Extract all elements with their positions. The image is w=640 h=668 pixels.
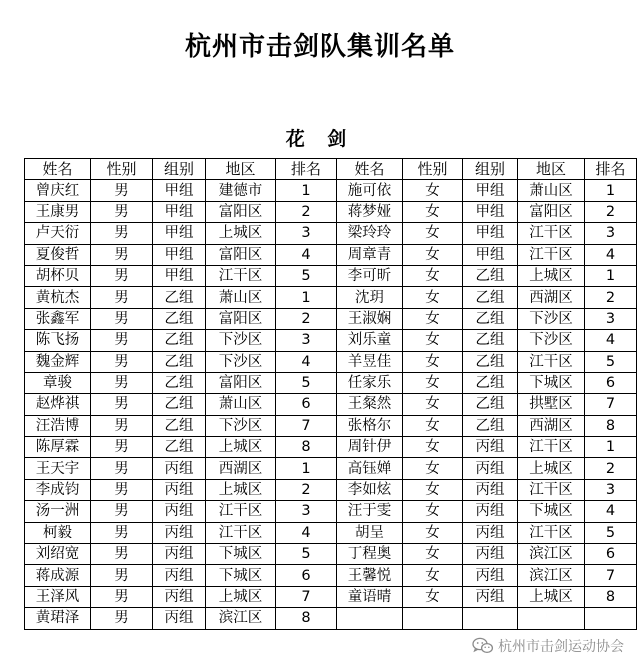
left-gender-cell: 男 — [91, 415, 153, 436]
column-header: 组别 — [463, 159, 518, 180]
left-rank-cell: 5 — [276, 265, 337, 286]
right-district-cell: 江干区 — [518, 437, 585, 458]
left-name-cell: 黄珺泽 — [25, 608, 91, 629]
left-district-cell: 西湖区 — [206, 458, 276, 479]
right-name-cell: 王粲然 — [337, 394, 403, 415]
left-rank-cell: 4 — [276, 522, 337, 543]
right-district-cell: 上城区 — [518, 458, 585, 479]
table-row — [25, 458, 637, 479]
right-district-cell: 滨江区 — [518, 544, 585, 565]
left-rank-cell: 6 — [276, 394, 337, 415]
left-gender-cell: 男 — [91, 351, 153, 372]
right-group-cell: 乙组 — [463, 372, 518, 393]
table-row — [25, 351, 637, 372]
right-name-cell: 任家乐 — [337, 372, 403, 393]
right-rank-cell: 5 — [585, 351, 637, 372]
right-name-cell: 刘乐童 — [337, 330, 403, 351]
watermark-text: 杭州市击剑运动协会 — [498, 639, 624, 655]
left-group-cell: 乙组 — [153, 308, 206, 329]
left-gender-cell: 男 — [91, 522, 153, 543]
right-district-cell: 江干区 — [518, 479, 585, 500]
left-name-cell: 卢天衍 — [25, 223, 91, 244]
right-name-cell: 梁玲玲 — [337, 223, 403, 244]
left-rank-cell: 7 — [276, 586, 337, 607]
left-gender-cell: 男 — [91, 544, 153, 565]
left-gender-cell: 男 — [91, 330, 153, 351]
right-name-cell: 王淑娴 — [337, 308, 403, 329]
right-district-cell: 拱墅区 — [518, 394, 585, 415]
left-group-cell: 丙组 — [153, 479, 206, 500]
left-district-cell: 下沙区 — [206, 351, 276, 372]
right-name-cell: 张格尔 — [337, 415, 403, 436]
left-group-cell: 甲组 — [153, 180, 206, 201]
table-row — [25, 265, 637, 286]
right-group-cell: 甲组 — [463, 244, 518, 265]
left-district-cell: 下城区 — [206, 544, 276, 565]
table-row — [25, 180, 637, 201]
left-name-cell: 赵烨祺 — [25, 394, 91, 415]
left-rank-cell: 8 — [276, 437, 337, 458]
right-gender-cell: 女 — [403, 415, 463, 436]
right-group-cell: 丙组 — [463, 565, 518, 586]
table-row — [25, 437, 637, 458]
left-gender-cell: 男 — [91, 565, 153, 586]
left-rank-cell: 1 — [276, 458, 337, 479]
left-name-cell: 汤一洲 — [25, 501, 91, 522]
right-rank-cell: 3 — [585, 308, 637, 329]
left-group-cell: 乙组 — [153, 437, 206, 458]
right-rank-cell: 7 — [585, 394, 637, 415]
table-row — [25, 201, 637, 222]
right-name-cell: 蒋梦娅 — [337, 201, 403, 222]
right-district-cell: 江干区 — [518, 223, 585, 244]
left-district-cell: 富阳区 — [206, 372, 276, 393]
right-name-cell: 丁程奥 — [337, 544, 403, 565]
left-district-cell: 富阳区 — [206, 201, 276, 222]
left-group-cell: 乙组 — [153, 415, 206, 436]
left-gender-cell: 男 — [91, 180, 153, 201]
right-rank-cell: 1 — [585, 265, 637, 286]
right-gender-cell: 女 — [403, 351, 463, 372]
left-rank-cell: 5 — [276, 372, 337, 393]
right-name-cell: 沈玥 — [337, 287, 403, 308]
page-title: 杭州市击剑队集训名单 — [184, 32, 455, 62]
right-district-cell: 江干区 — [518, 351, 585, 372]
right-gender-cell: 女 — [403, 330, 463, 351]
left-name-cell: 张鑫军 — [25, 308, 91, 329]
left-group-cell: 乙组 — [153, 394, 206, 415]
left-rank-cell: 2 — [276, 308, 337, 329]
table-row — [25, 372, 637, 393]
left-group-cell: 乙组 — [153, 330, 206, 351]
right-name-cell: 周章青 — [337, 244, 403, 265]
left-group-cell: 丙组 — [153, 501, 206, 522]
left-name-cell: 王天宇 — [25, 458, 91, 479]
left-district-cell: 萧山区 — [206, 394, 276, 415]
right-name-cell: 童语晴 — [337, 586, 403, 607]
left-group-cell: 甲组 — [153, 223, 206, 244]
left-district-cell: 江干区 — [206, 522, 276, 543]
right-group-cell: 丙组 — [463, 544, 518, 565]
right-rank-cell: 5 — [585, 522, 637, 543]
right-name-cell: 李如炫 — [337, 479, 403, 500]
left-name-cell: 陈厚霖 — [25, 437, 91, 458]
left-gender-cell: 男 — [91, 244, 153, 265]
watermark — [472, 636, 624, 656]
left-name-cell: 魏金辉 — [25, 351, 91, 372]
right-gender-cell: 女 — [403, 372, 463, 393]
left-gender-cell: 男 — [91, 608, 153, 629]
right-rank-cell: 8 — [585, 586, 637, 607]
table-row — [25, 415, 637, 436]
right-name-cell: 李可昕 — [337, 265, 403, 286]
right-rank-cell: 6 — [585, 372, 637, 393]
left-rank-cell: 1 — [276, 180, 337, 201]
left-name-cell: 李成钧 — [25, 479, 91, 500]
left-rank-cell: 2 — [276, 479, 337, 500]
section-title: 花 剑 — [285, 128, 355, 150]
left-group-cell: 乙组 — [153, 351, 206, 372]
right-group-cell: 甲组 — [463, 223, 518, 244]
left-group-cell: 甲组 — [153, 265, 206, 286]
left-rank-cell: 5 — [276, 544, 337, 565]
right-gender-cell: 女 — [403, 265, 463, 286]
right-group-cell: 乙组 — [463, 330, 518, 351]
left-rank-cell: 2 — [276, 201, 337, 222]
left-district-cell: 下沙区 — [206, 415, 276, 436]
wechat-icon — [472, 637, 494, 655]
right-gender-cell — [403, 608, 463, 629]
left-gender-cell: 男 — [91, 308, 153, 329]
table-row — [25, 608, 637, 629]
right-rank-cell: 3 — [585, 479, 637, 500]
right-rank-cell: 7 — [585, 565, 637, 586]
left-district-cell: 富阳区 — [206, 244, 276, 265]
left-group-cell: 甲组 — [153, 244, 206, 265]
left-name-cell: 蒋成源 — [25, 565, 91, 586]
left-gender-cell: 男 — [91, 201, 153, 222]
right-gender-cell: 女 — [403, 479, 463, 500]
right-gender-cell: 女 — [403, 565, 463, 586]
right-rank-cell: 6 — [585, 544, 637, 565]
left-gender-cell: 男 — [91, 479, 153, 500]
left-rank-cell: 3 — [276, 501, 337, 522]
left-district-cell: 滨江区 — [206, 608, 276, 629]
left-gender-cell: 男 — [91, 586, 153, 607]
left-rank-cell: 8 — [276, 608, 337, 629]
left-rank-cell: 4 — [276, 244, 337, 265]
left-district-cell: 江干区 — [206, 265, 276, 286]
left-gender-cell: 男 — [91, 287, 153, 308]
left-rank-cell: 6 — [276, 565, 337, 586]
right-district-cell: 富阳区 — [518, 201, 585, 222]
right-rank-cell: 4 — [585, 244, 637, 265]
left-group-cell: 丙组 — [153, 586, 206, 607]
right-gender-cell: 女 — [403, 308, 463, 329]
left-rank-cell: 3 — [276, 223, 337, 244]
right-district-cell: 上城区 — [518, 265, 585, 286]
left-rank-cell: 4 — [276, 351, 337, 372]
column-header: 姓名 — [337, 159, 403, 180]
right-name-cell: 王馨悦 — [337, 565, 403, 586]
left-district-cell: 下沙区 — [206, 330, 276, 351]
right-gender-cell: 女 — [403, 544, 463, 565]
right-district-cell: 下城区 — [518, 372, 585, 393]
right-rank-cell — [585, 608, 637, 629]
right-rank-cell: 1 — [585, 437, 637, 458]
right-group-cell: 甲组 — [463, 201, 518, 222]
left-name-cell: 王泽风 — [25, 586, 91, 607]
right-gender-cell: 女 — [403, 501, 463, 522]
column-header: 地区 — [206, 159, 276, 180]
right-gender-cell: 女 — [403, 180, 463, 201]
right-name-cell: 周针伊 — [337, 437, 403, 458]
right-group-cell: 乙组 — [463, 265, 518, 286]
right-gender-cell: 女 — [403, 394, 463, 415]
column-header: 地区 — [518, 159, 585, 180]
left-group-cell: 丙组 — [153, 522, 206, 543]
table-row — [25, 244, 637, 265]
left-gender-cell: 男 — [91, 458, 153, 479]
table-row — [25, 394, 637, 415]
right-gender-cell: 女 — [403, 244, 463, 265]
right-rank-cell: 1 — [585, 180, 637, 201]
right-group-cell: 乙组 — [463, 287, 518, 308]
right-name-cell: 汪于雯 — [337, 501, 403, 522]
right-district-cell: 萧山区 — [518, 180, 585, 201]
left-name-cell: 王康男 — [25, 201, 91, 222]
left-group-cell: 丙组 — [153, 608, 206, 629]
left-district-cell: 萧山区 — [206, 287, 276, 308]
left-name-cell: 刘绍宽 — [25, 544, 91, 565]
column-header: 性别 — [403, 159, 463, 180]
table-header-row — [25, 159, 637, 180]
right-rank-cell: 3 — [585, 223, 637, 244]
table-row — [25, 287, 637, 308]
right-district-cell: 滨江区 — [518, 565, 585, 586]
table-row — [25, 223, 637, 244]
table-row — [25, 501, 637, 522]
table-row — [25, 330, 637, 351]
right-group-cell: 甲组 — [463, 180, 518, 201]
right-group-cell: 丙组 — [463, 501, 518, 522]
right-group-cell: 乙组 — [463, 394, 518, 415]
table-row — [25, 479, 637, 500]
left-name-cell: 柯毅 — [25, 522, 91, 543]
right-rank-cell: 2 — [585, 287, 637, 308]
right-district-cell: 江干区 — [518, 244, 585, 265]
right-gender-cell: 女 — [403, 437, 463, 458]
right-gender-cell: 女 — [403, 586, 463, 607]
left-rank-cell: 7 — [276, 415, 337, 436]
left-name-cell: 陈飞扬 — [25, 330, 91, 351]
left-district-cell: 上城区 — [206, 223, 276, 244]
right-rank-cell: 2 — [585, 458, 637, 479]
left-name-cell: 黄杭杰 — [25, 287, 91, 308]
right-group-cell: 乙组 — [463, 351, 518, 372]
right-district-cell: 西湖区 — [518, 415, 585, 436]
left-name-cell: 曾庆红 — [25, 180, 91, 201]
right-group-cell: 乙组 — [463, 415, 518, 436]
right-name-cell: 羊昱佳 — [337, 351, 403, 372]
left-name-cell: 章骏 — [25, 372, 91, 393]
table-row — [25, 586, 637, 607]
column-header: 排名 — [585, 159, 637, 180]
roster-table — [24, 158, 637, 630]
left-name-cell: 汪浩博 — [25, 415, 91, 436]
right-rank-cell: 4 — [585, 330, 637, 351]
left-district-cell: 富阳区 — [206, 308, 276, 329]
left-gender-cell: 男 — [91, 372, 153, 393]
column-header: 排名 — [276, 159, 337, 180]
right-district-cell: 下城区 — [518, 501, 585, 522]
left-name-cell: 夏俊哲 — [25, 244, 91, 265]
right-district-cell — [518, 608, 585, 629]
left-gender-cell: 男 — [91, 223, 153, 244]
right-rank-cell: 8 — [585, 415, 637, 436]
right-group-cell: 丙组 — [463, 458, 518, 479]
right-gender-cell: 女 — [403, 287, 463, 308]
right-name-cell — [337, 608, 403, 629]
right-name-cell: 胡呈 — [337, 522, 403, 543]
left-rank-cell: 3 — [276, 330, 337, 351]
left-district-cell: 上城区 — [206, 437, 276, 458]
left-group-cell: 丙组 — [153, 544, 206, 565]
left-district-cell: 下城区 — [206, 565, 276, 586]
table-row — [25, 544, 637, 565]
right-group-cell — [463, 608, 518, 629]
right-group-cell: 丙组 — [463, 522, 518, 543]
right-group-cell: 丙组 — [463, 437, 518, 458]
right-group-cell: 丙组 — [463, 586, 518, 607]
right-district-cell: 西湖区 — [518, 287, 585, 308]
left-group-cell: 甲组 — [153, 201, 206, 222]
left-district-cell: 上城区 — [206, 586, 276, 607]
right-district-cell: 江干区 — [518, 522, 585, 543]
left-rank-cell: 1 — [276, 287, 337, 308]
left-name-cell: 胡杯贝 — [25, 265, 91, 286]
right-gender-cell: 女 — [403, 458, 463, 479]
table-row — [25, 522, 637, 543]
table-row — [25, 565, 637, 586]
left-group-cell: 乙组 — [153, 372, 206, 393]
right-group-cell: 丙组 — [463, 479, 518, 500]
right-gender-cell: 女 — [403, 223, 463, 244]
right-district-cell: 下沙区 — [518, 308, 585, 329]
right-name-cell: 高钰婵 — [337, 458, 403, 479]
left-gender-cell: 男 — [91, 501, 153, 522]
right-rank-cell: 2 — [585, 201, 637, 222]
right-district-cell: 下沙区 — [518, 330, 585, 351]
column-header: 姓名 — [25, 159, 91, 180]
table-row — [25, 308, 637, 329]
left-district-cell: 上城区 — [206, 479, 276, 500]
left-district-cell: 建德市 — [206, 180, 276, 201]
table-body — [25, 180, 637, 629]
left-group-cell: 丙组 — [153, 458, 206, 479]
right-district-cell: 上城区 — [518, 586, 585, 607]
right-name-cell: 施可依 — [337, 180, 403, 201]
column-header: 性别 — [91, 159, 153, 180]
column-header: 组别 — [153, 159, 206, 180]
right-gender-cell: 女 — [403, 201, 463, 222]
right-rank-cell: 4 — [585, 501, 637, 522]
left-group-cell: 丙组 — [153, 565, 206, 586]
left-gender-cell: 男 — [91, 437, 153, 458]
right-group-cell: 乙组 — [463, 308, 518, 329]
right-gender-cell: 女 — [403, 522, 463, 543]
left-gender-cell: 男 — [91, 394, 153, 415]
left-gender-cell: 男 — [91, 265, 153, 286]
left-district-cell: 江干区 — [206, 501, 276, 522]
left-group-cell: 乙组 — [153, 287, 206, 308]
